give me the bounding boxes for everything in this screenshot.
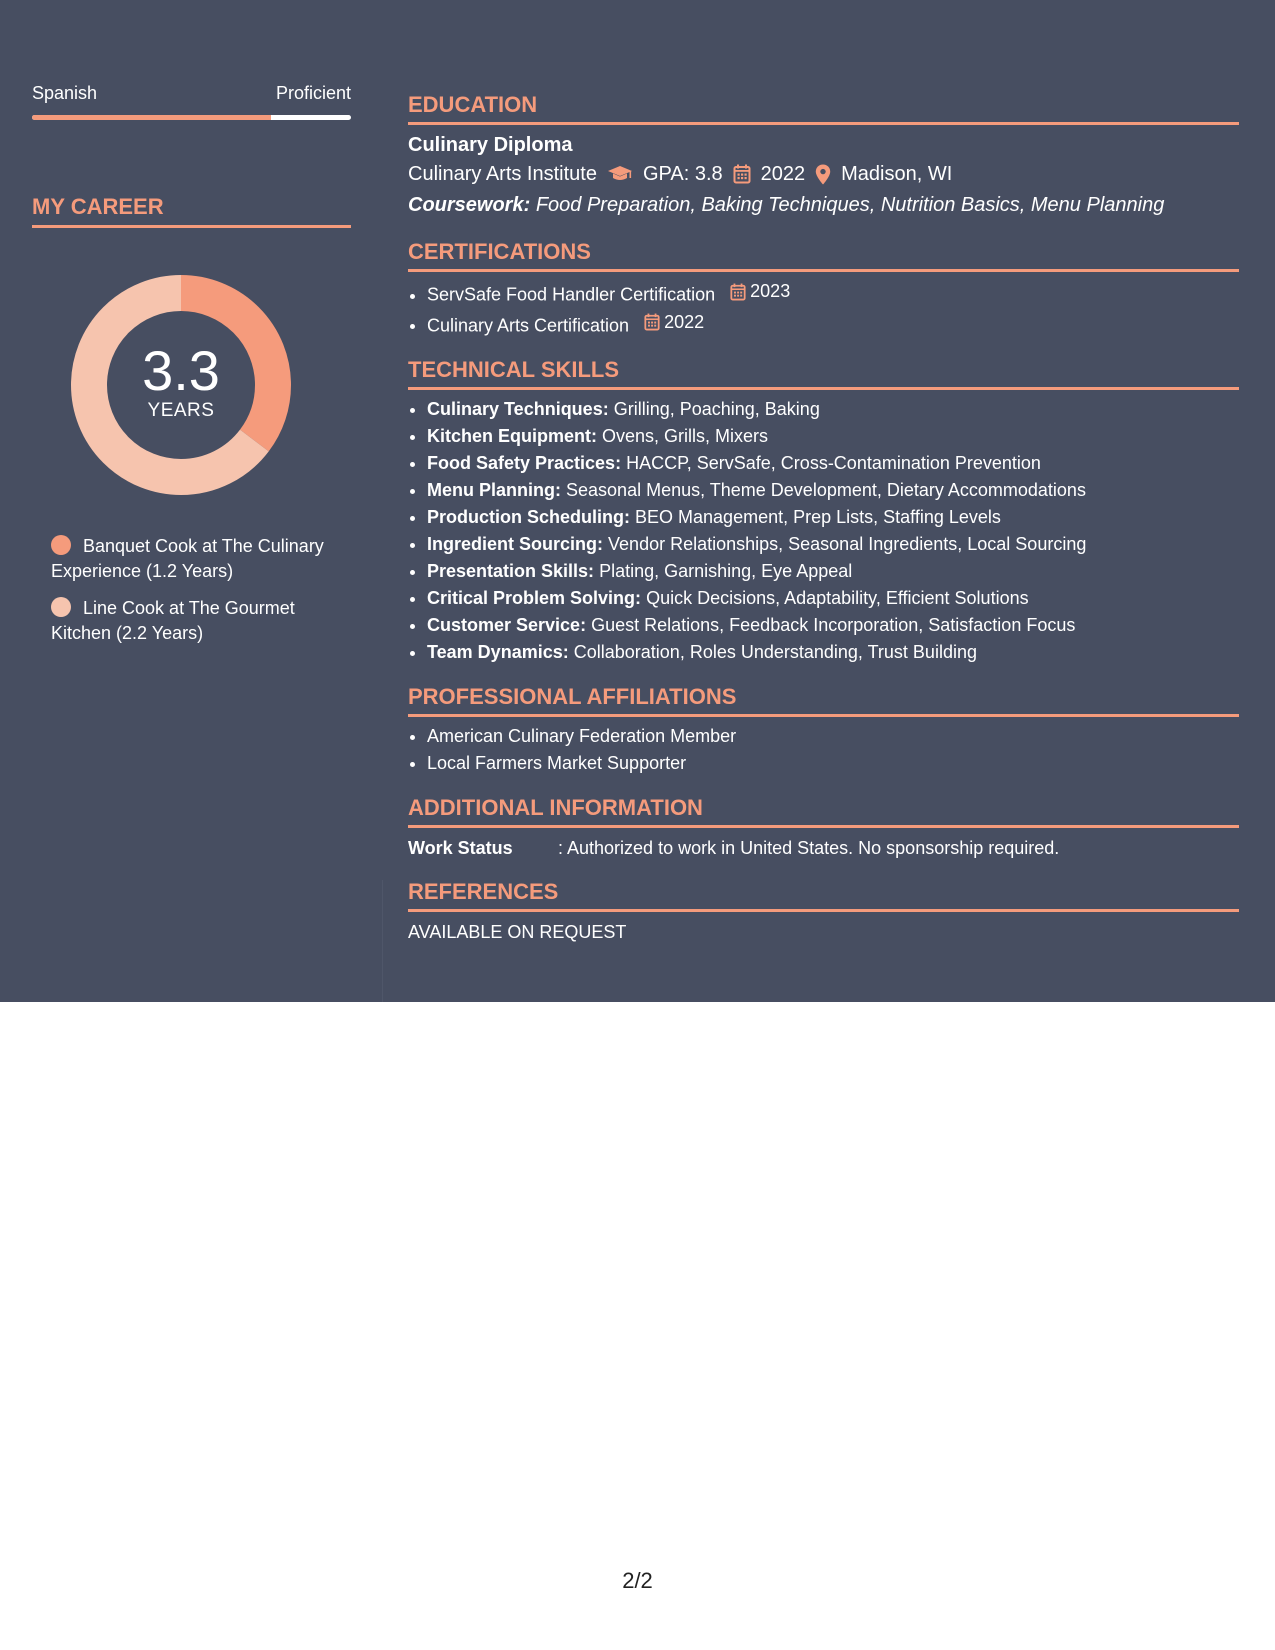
legend-dot (51, 535, 71, 555)
work-status-value: : Authorized to work in United States. No sponsorship required. (558, 838, 1060, 858)
list-item (427, 612, 1239, 639)
career-legend (51, 534, 351, 646)
divider (382, 880, 383, 1002)
donut-center (66, 270, 296, 500)
legend-label: Banquet Cook at The Culinary Experience (1.2 Years) (51, 536, 324, 581)
list-item (427, 450, 1239, 477)
language-row (32, 78, 351, 108)
coursework (408, 189, 1239, 221)
total-years-unit: YEARS (147, 400, 215, 421)
skills-list (408, 396, 1239, 666)
language-level: Proficient (275, 83, 351, 103)
coursework-list: Food Preparation, Baking Techniques, Nutrition Basics, Menu Planning (535, 194, 1165, 216)
certification-name: ServSafe Food Handler Certification (427, 284, 716, 305)
legend-label: Line Cook at The Gourmet Kitchen (2.2 Years) (51, 598, 295, 643)
coursework-label: Coursework: (408, 194, 531, 216)
legend-dot (51, 597, 71, 617)
skill-label: Ingredient Sourcing: (427, 534, 604, 554)
list-item (427, 504, 1239, 531)
list-item (427, 477, 1239, 504)
school-name: Culinary Arts Institute (408, 163, 597, 185)
list-item (427, 558, 1239, 585)
skill-text: Collaboration, Roles Understanding, Trust Building (573, 642, 977, 662)
career-donut-chart (66, 270, 296, 500)
calendar-icon (644, 313, 660, 331)
references-text: AVAILABLE ON REQUEST (408, 922, 627, 942)
list-item (427, 396, 1239, 423)
gpa: GPA: 3.8 (642, 163, 723, 185)
education-details (408, 159, 1239, 189)
list-item (427, 531, 1239, 558)
certifications-heading: CERTIFICATIONS (408, 237, 1239, 272)
technical-skills-heading: TECHNICAL SKILLS (408, 355, 1239, 390)
skill-label: Production Scheduling: (427, 507, 630, 527)
sidebar (32, 78, 351, 658)
location: Madison, WI (841, 163, 953, 185)
skill-label: Food Safety Practices: (427, 453, 622, 473)
list-item (427, 278, 1239, 309)
career-heading: MY CAREER (32, 192, 351, 228)
skill-label: Customer Service: (427, 615, 587, 635)
skill-text: Ovens, Grills, Mixers (602, 426, 769, 446)
skill-text: Vendor Relationships, Seasonal Ingredients, Local Sourcing (608, 534, 1087, 554)
skill-text: Seasonal Menus, Theme Development, Dietary Accommodations (566, 480, 1086, 500)
skill-text: Guest Relations, Feedback Incorporation, Satisfaction Focus (591, 615, 1076, 635)
list-item (427, 423, 1239, 450)
graduation-year: 2022 (760, 163, 806, 185)
language-name: Spanish (32, 83, 98, 103)
references-heading: REFERENCES (408, 877, 1239, 912)
location-pin-icon (815, 164, 831, 185)
calendar-icon (730, 283, 746, 301)
list-item: • American Culinary Federation Member (427, 723, 1239, 750)
affiliations-list (408, 723, 1239, 777)
legend-item (51, 596, 351, 646)
language-level-fill (32, 115, 271, 120)
additional-info-heading: ADDITIONAL INFORMATION (408, 793, 1239, 828)
skill-label: Presentation Skills: (427, 561, 595, 581)
skill-label: Culinary Techniques: (427, 399, 609, 419)
skill-text: Quick Decisions, Adaptability, Efficient Solutions (646, 588, 1029, 608)
calendar-icon (733, 164, 751, 184)
list-item (427, 639, 1239, 666)
certification-year: 2023 (750, 281, 791, 301)
main-column (408, 90, 1239, 945)
work-status-label: Work Status (408, 838, 513, 858)
list-item: • Local Farmers Market Supporter (427, 750, 1239, 777)
skill-label: Team Dynamics: (427, 642, 569, 662)
skill-label: Menu Planning: (427, 480, 561, 500)
certification-year: 2022 (664, 311, 705, 332)
skill-text: HACCP, ServSafe, Cross-Contamination Prevention (626, 453, 1041, 473)
skill-label: Kitchen Equipment: (427, 426, 597, 446)
skill-label: Critical Problem Solving: (427, 588, 642, 608)
degree-title: Culinary Diploma (408, 134, 573, 156)
graduation-cap-icon (607, 164, 633, 184)
language-level-bar (32, 115, 351, 120)
certification-name: Culinary Arts Certification (427, 315, 630, 335)
legend-item (51, 534, 351, 584)
education-heading: EDUCATION (408, 90, 1239, 125)
affiliations-heading: PROFESSIONAL AFFILIATIONS (408, 682, 1239, 717)
skill-text: Grilling, Poaching, Baking (613, 399, 820, 419)
certification-date (730, 278, 790, 305)
certifications-list (408, 278, 1239, 339)
list-item (427, 309, 1239, 340)
total-years-value: 3.3 (142, 339, 220, 402)
certification-date (644, 309, 704, 336)
page-number: 2/2 (622, 1568, 653, 1593)
list-item (427, 585, 1239, 612)
skill-text: Plating, Garnishing, Eye Appeal (599, 561, 853, 581)
work-status-row (408, 835, 1239, 861)
skill-text: BEO Management, Prep Lists, Staffing Levels (635, 507, 1001, 527)
